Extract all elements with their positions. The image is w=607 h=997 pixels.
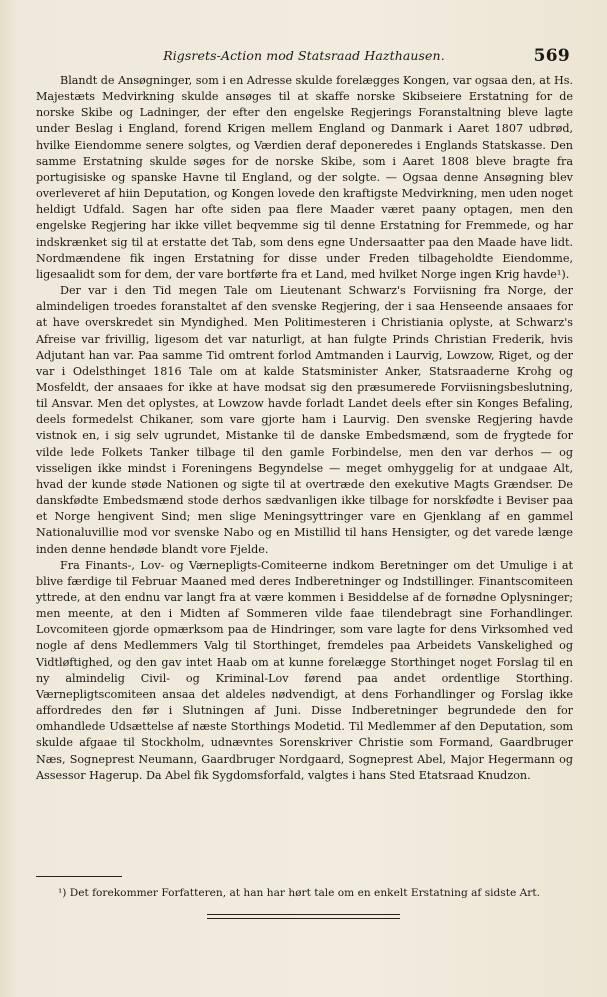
paragraph-schwarz-banishment: Der var i den Tid megen Tale om Lieutenant Schwarz's Forviisning fra Norge, der almindeligen troedes foranstaltet af den svenske Regjering, der i saa Henseende ansaaes for at have overskredet sin Myndighed. Men Politimesteren i Christiania oplyste, at Schwarz's Afreise var frivillig, ligesom det var naturligt, at han fulgte Prinds Christian Frederik, hvis Adjutant han var. Paa samme Tid omtrent forlod Amtmanden i Laurvig, Lowzow, Riget, og der var i Odelsthinget 1816 Tale om at kalde Statsminister Anker, Statsraaderne Krohg og Mosfeldt, der ansaaes for ikke at have modsat sig den præsumerede Forviisningsbeslutning, til Ansvar. Men det oplystes, at Lowzow havde forladt Landet deels efter sin Konges Befaling, deels formedelst Chikaner, som vare gjorte ham i Laurvig. Den svenske Regjering havde vistnok en, i sig selv ugrundet, Mistanke til de danske Embedsmænd, som de frygtede for vilde lede Folkets Tanker tilbage til den gamle Forbindelse, men den var derhos — og visseligen ikke mindst i Foreningens Begyndelse — meget omhyggelig for at undgaae Alt, hvad der kunde støde Nationen og sigte til at overtræde den exekutive Magts Grændser. De danskfødte Embedsmænd stode derhos sædvanligen ikke tilbage for norskfødte i Beviser paa et Norge hengivent Sind; men slige Meningsyttringer vare en Gjenklang af en gammel Nationaluvillie mod vor svenske Nabo og en Mistillid til hans Hensigter, og det varede længe inden denne hendøde blandt vore Fjelde. bbox=[36, 284, 573, 556]
end-rule-top bbox=[207, 914, 400, 915]
running-head bbox=[36, 46, 572, 70]
footnote-rule bbox=[36, 876, 122, 877]
footnote: ¹) Det forekommer Forfatteren, at han har hørt tale om en enkelt Erstatning af sidste Art. bbox=[58, 887, 540, 899]
running-title: Rigsrets-Action mod Statsraad Hazthausen. bbox=[163, 48, 445, 63]
end-rule-bottom bbox=[207, 918, 400, 919]
body-text bbox=[36, 73, 573, 784]
paragraph-committees: Fra Finants-, Lov- og Værnepligts-Comiteerne indkom Beretninger om det Umulige i at blive færdige til Februar Maaned med deres Indberetninger og Indstillinger. Finantscomiteen yttrede, at den endnu var langt fra at være kommen i Besiddelse af de fornødne Oplysninger; men meente, at den i Midten af Sommeren vilde faae tilendebragt sine Forhandlinger. Lovcomiteen gjorde opmærksom paa de Hindringer, som vare lagte for dens Virksomhed ved nogle af dens Medlemmers Valg til Storthinget, fremdeles paa Arbeidets Vanskelighed og Vidtløftighed, og den gav intet Haab om at kunne forelægge Storthinget noget Forslag til en ny almindelig Civil- og Kriminal-Lov førend paa andet ordentlige Storthing. Værnepligtscomiteen ansaa det aldeles nødvendigt, at dens Forhandlinger og Forslag ikke affordredes den før i Slutningen af Juni. Disse Indberetninger begrundede den for omhandlede Udsættelse af næste Storthings Modetid. Til Medlemmer af den Deputation, som skulde afgaae til Stockholm, udnævntes Sorenskriver Christie som Formand, Gaardbruger Næs, Sogneprest Neumann, Gaardbruger Nordgaard, Sogneprest Abel, Major Hegermann og Assessor Hagerup. Da Abel fik Sygdomsforfald, valgtes i hans Sted Etatsraad Knudzon. bbox=[36, 558, 573, 782]
paragraph-reparations: Blandt de Ansøgninger, som i en Adresse skulde forelægges Kongen, var ogsaa den, at Hs. Majestæts Medvirkning skulde ansøges til at skaffe norske Skibseiere Erstatning for de norske Skibe og Ladninger, der efter den engelske Regjerings Foranstaltning bleve lagte under Beslag i England, forend Krigen mellem England og Danmark i Aaret 1807 udbrød, hvilke Eiendomme senere solgtes, og Værdien deraf deponeredes i Englands Statskasse. Den samme Erstatning skulde søges for de norske Skibe, som i Aaret 1808 bleve bragte fra portugisiske og spanske Havne til England, og der solgte. — Ogsaa denne Ansøgning blev overleveret af hiin Deputation, og Kongen lovede den kraftigste Medvirkning, men uden noget heldigt Udfald. Sagen har ofte siden paa flere Maader været paany optagen, men den engelske Regjering har ikke villet beqvemme sig til denne Erstatning for Fremmede, og har indskrænket sig til at erstatte det Tab, som dens egne Undersaatter paa den Maade have lidt. Nordmændene fik ingen Erstatning for disse under Freden tilbageholdte Eiendomme, ligesaalidt som for dem, der vare bortførte fra et Land, med hvilket Norge ingen Krig havde¹). bbox=[36, 74, 573, 281]
page-number: 569 bbox=[533, 46, 570, 66]
